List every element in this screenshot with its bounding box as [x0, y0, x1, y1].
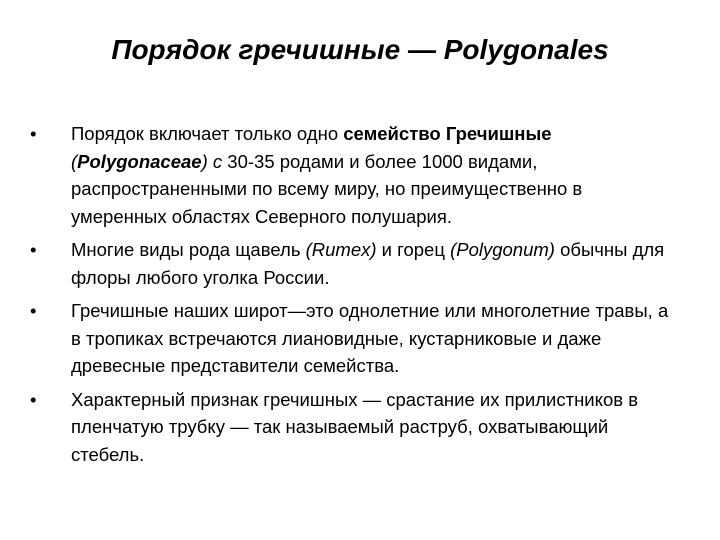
bullet-2-rest: обычны для флоры любого уголка России. [71, 239, 665, 288]
bullet-2-text: Многие виды рода щавель [71, 239, 306, 260]
bullet-1-paren-open: ( [71, 150, 78, 172]
bullet-1-rest: 30-35 родами и более 1000 видами, распространенными по всему миру, но преимущественно в умеренных областях Северного полушария. [71, 150, 583, 227]
bullet-1-text: Порядок включает только одно [71, 123, 344, 144]
bullet-dot-icon: • [30, 388, 37, 410]
bullet-item-3 [30, 297, 680, 380]
bullet-1-paren-close: ) с [201, 150, 223, 172]
bullet-1-latin: Polygonaceae [77, 150, 202, 172]
bullet-2-mid: и горец [376, 239, 451, 260]
bullet-2-polygonum: (Polygonum) [450, 239, 555, 260]
bullet-dot-icon: • [30, 123, 37, 144]
bullet-dot-icon: • [30, 300, 37, 321]
bullet-item-1 [30, 120, 680, 230]
bullet-item-2 [30, 236, 680, 291]
bullet-1-family: семейство Гречишные [343, 123, 552, 144]
bullet-3-text: Гречишные наших широт—это однолетние или многолетние травы, а в тропиках встречаются лиановидные, кустарниковые и даже древесные представители семейства. [71, 300, 669, 376]
slide-title: Порядок гречишные — Polygonales [111, 34, 609, 65]
bullet-4-text: Характерный признак гречишных — срастание их прилистников в пленчатую трубку — так называемый раструб, охватывающий стебель. [71, 388, 639, 465]
bullet-dot-icon: • [30, 239, 37, 260]
bullet-list [30, 120, 680, 474]
bullet-2-rumex: (Rumex) [305, 239, 377, 260]
bullet-item-4 [30, 386, 680, 469]
